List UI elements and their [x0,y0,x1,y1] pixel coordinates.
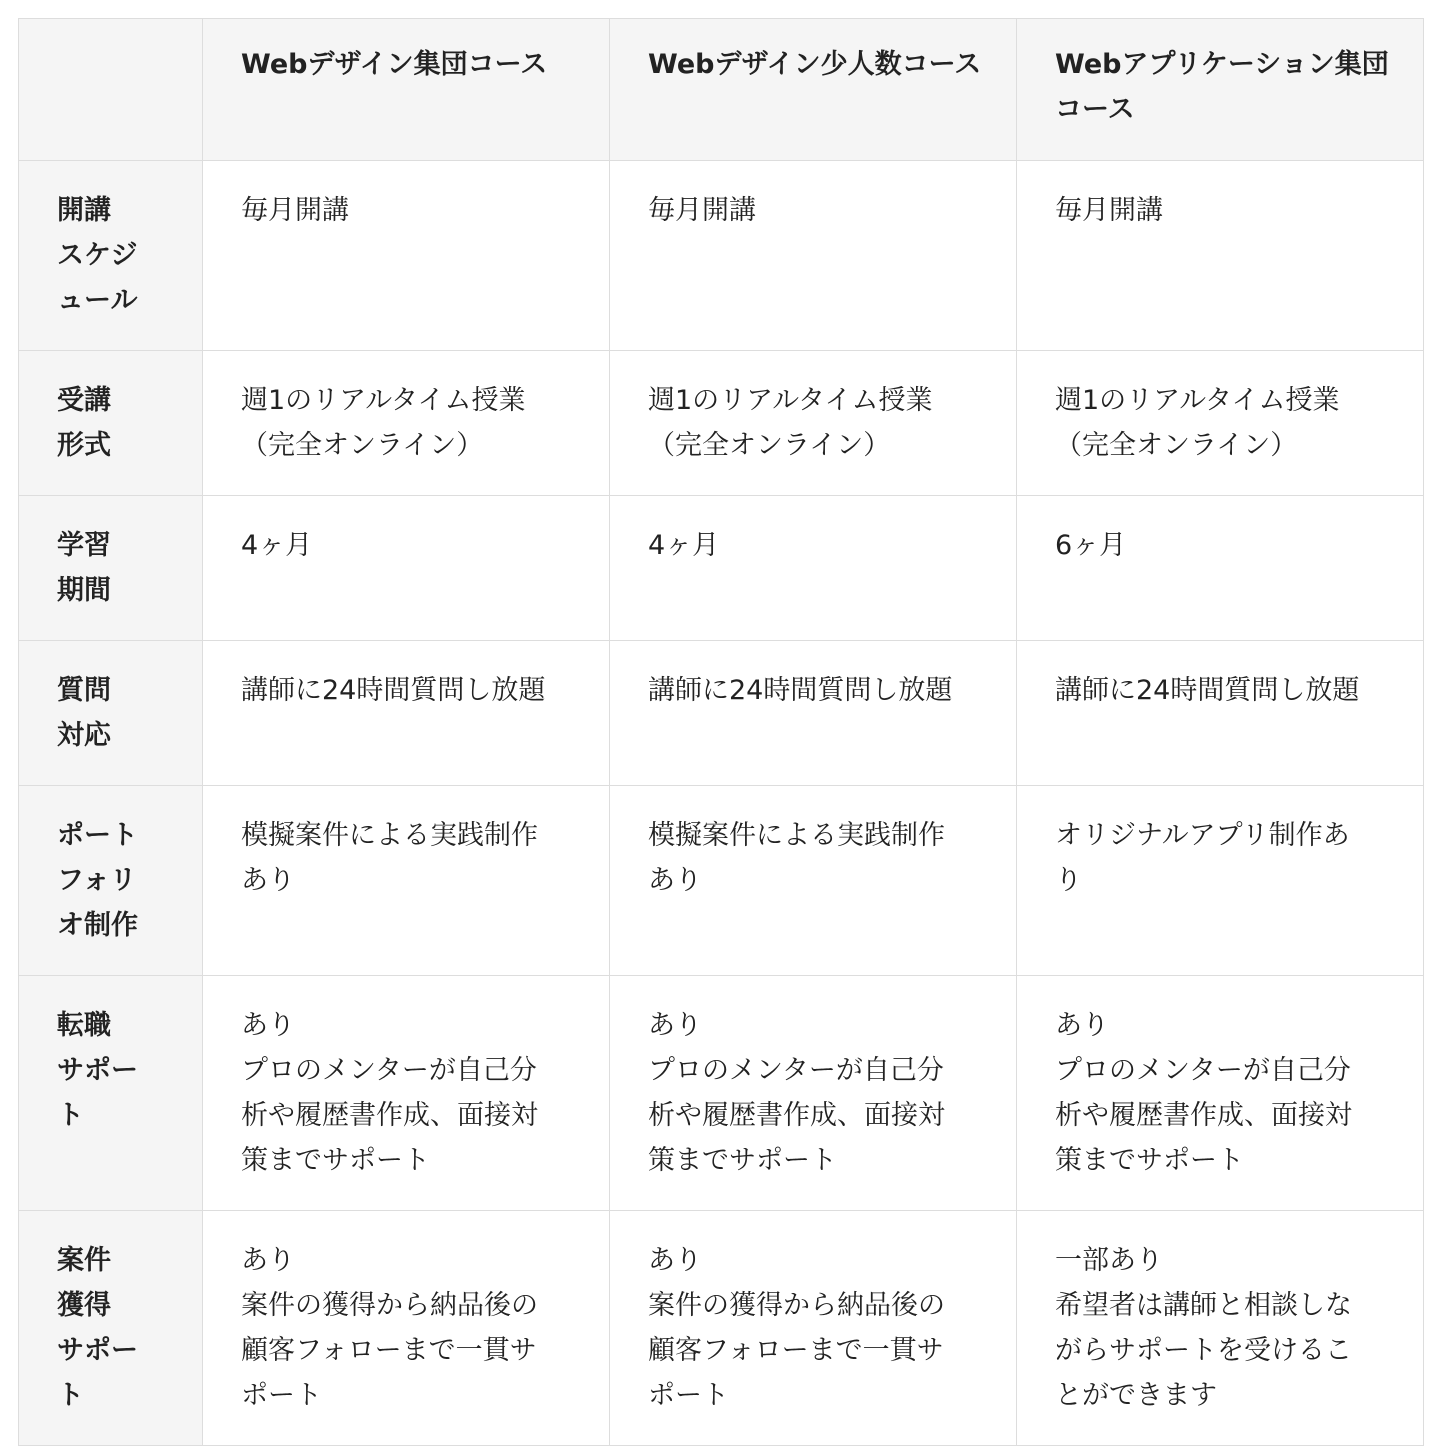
table-cell: 講師に24時間質問し放題 [1017,641,1424,786]
table-cell: 4ヶ月 [610,496,1017,641]
row-label-portfolio: ポート フォリ オ制作 [19,786,203,976]
table-cell: オリジナルアプリ制作あ り [1017,786,1424,976]
table-cell: あり 案件の獲得から納品後の 顧客フォローまで一貫サ ポート [203,1211,610,1446]
table-row [19,786,1424,976]
table-cell: 毎月開講 [610,161,1017,351]
table-cell: 毎月開講 [203,161,610,351]
course-header-web-design-group: Webデザイン集団コース [203,19,610,161]
table-cell: 模擬案件による実践制作 あり [203,786,610,976]
corner-cell [19,19,203,161]
table-row [19,161,1424,351]
row-label-career-support: 転職 サポー ト [19,976,203,1211]
row-label-question: 質問 対応 [19,641,203,786]
table-cell: 週1のリアルタイム授業 （完全オンライン） [1017,351,1424,496]
table-cell: あり プロのメンターが自己分 析や履歴書作成、面接対 策までサポート [203,976,610,1211]
row-label-project-support: 案件 獲得 サポー ト [19,1211,203,1446]
table-cell: 毎月開講 [1017,161,1424,351]
table-cell: 6ヶ月 [1017,496,1424,641]
row-label-format: 受講 形式 [19,351,203,496]
table-cell: あり 案件の獲得から納品後の 顧客フォローまで一貫サ ポート [610,1211,1017,1446]
table-cell: 週1のリアルタイム授業 （完全オンライン） [610,351,1017,496]
table-row [19,1211,1424,1446]
table-cell: 講師に24時間質問し放題 [610,641,1017,786]
header-row [19,19,1424,161]
table-cell: 4ヶ月 [203,496,610,641]
course-comparison-table [18,18,1424,1446]
table-cell: 週1のリアルタイム授業 （完全オンライン） [203,351,610,496]
row-label-period: 学習 期間 [19,496,203,641]
table-row [19,496,1424,641]
course-header-web-app-group: Webアプリケーション集団コース [1017,19,1424,161]
table-cell: 一部あり 希望者は講師と相談しな がらサポートを受けるこ とができます [1017,1211,1424,1446]
table-row [19,351,1424,496]
table-cell: あり プロのメンターが自己分 析や履歴書作成、面接対 策までサポート [1017,976,1424,1211]
course-header-web-design-small: Webデザイン少人数コース [610,19,1017,161]
table-row [19,976,1424,1211]
table-cell: あり プロのメンターが自己分 析や履歴書作成、面接対 策までサポート [610,976,1017,1211]
table-row [19,641,1424,786]
table-cell: 講師に24時間質問し放題 [203,641,610,786]
row-label-schedule: 開講 スケジ ュール [19,161,203,351]
table-cell: 模擬案件による実践制作 あり [610,786,1017,976]
